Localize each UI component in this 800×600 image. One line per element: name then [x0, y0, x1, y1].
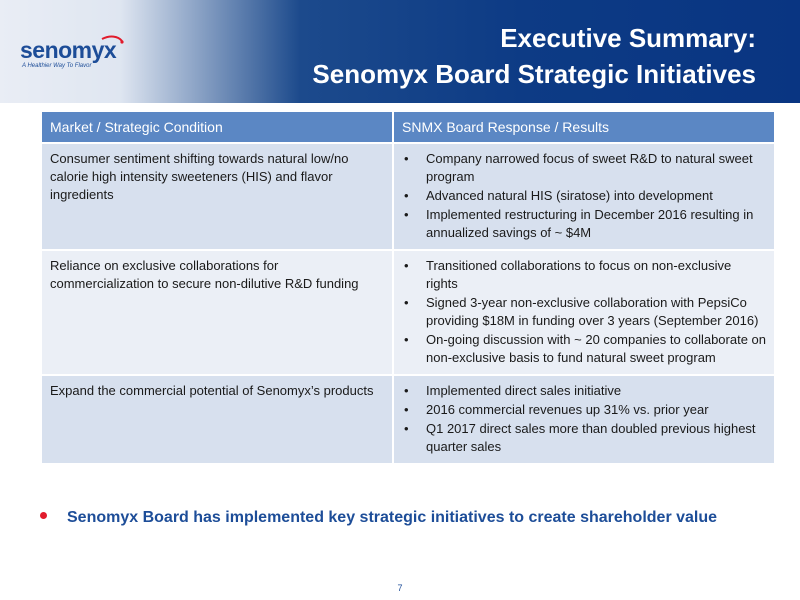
logo-wordmark: senomyx [20, 37, 117, 63]
header-banner [0, 0, 800, 103]
condition-cell: Reliance on exclusive collaborations for commercialization to secure non-dilutive R&D funding [41, 250, 393, 375]
response-item: • Implemented direct sales initiative [402, 382, 766, 400]
page-title [312, 20, 756, 92]
summary-bullet [40, 509, 780, 527]
table-row [41, 143, 775, 250]
response-list [402, 382, 766, 456]
response-list [402, 257, 766, 367]
response-cell [393, 250, 775, 375]
table-header-row [41, 111, 775, 143]
response-item: • Transitioned collaborations to focus on non-exclusive rights [402, 257, 766, 293]
condition-cell: Consumer sentiment shifting towards natural low/no calorie high intensity sweeteners (HIS) and flavor ingredients [41, 143, 393, 250]
title-line-2: Senomyx Board Strategic Initiatives [312, 59, 756, 89]
response-item: • 2016 commercial revenues up 31% vs. prior year [402, 401, 766, 419]
table-row [41, 375, 775, 464]
response-item: • Advanced natural HIS (siratose) into development [402, 187, 766, 205]
column-header-condition: Market / Strategic Condition [41, 111, 393, 143]
logo-tagline: A Healthier Way To Flavor [22, 63, 92, 69]
response-item: • Company narrowed focus of sweet R&D to natural sweet program [402, 150, 766, 186]
page-number: 7 [397, 583, 403, 593]
response-item: • Q1 2017 direct sales more than doubled previous highest quarter sales [402, 420, 766, 456]
response-item: • Signed 3-year non-exclusive collaboration with PepsiCo providing $18M in funding over 3 years (September 2016) [402, 294, 766, 330]
response-item: • Implemented restructuring in December 2016 resulting in annualized savings of ~ $4M [402, 206, 766, 242]
title-line-1: Executive Summary: [500, 23, 756, 53]
table-row [41, 250, 775, 375]
senomyx-logo [18, 33, 128, 73]
response-cell [393, 143, 775, 250]
condition-cell: Expand the commercial potential of Senomyx’s products [41, 375, 393, 464]
summary-text: Senomyx Board has implemented key strategic initiatives to create shareholder value [67, 509, 718, 526]
column-header-response: SNMX Board Response / Results [393, 111, 775, 143]
strategy-table [40, 110, 776, 465]
response-cell [393, 375, 775, 464]
response-list [402, 150, 766, 242]
response-item: • On-going discussion with ~ 20 companies to collaborate on non-exclusive basis to fund natural sweet program [402, 331, 766, 367]
red-bullet-icon [40, 512, 47, 519]
